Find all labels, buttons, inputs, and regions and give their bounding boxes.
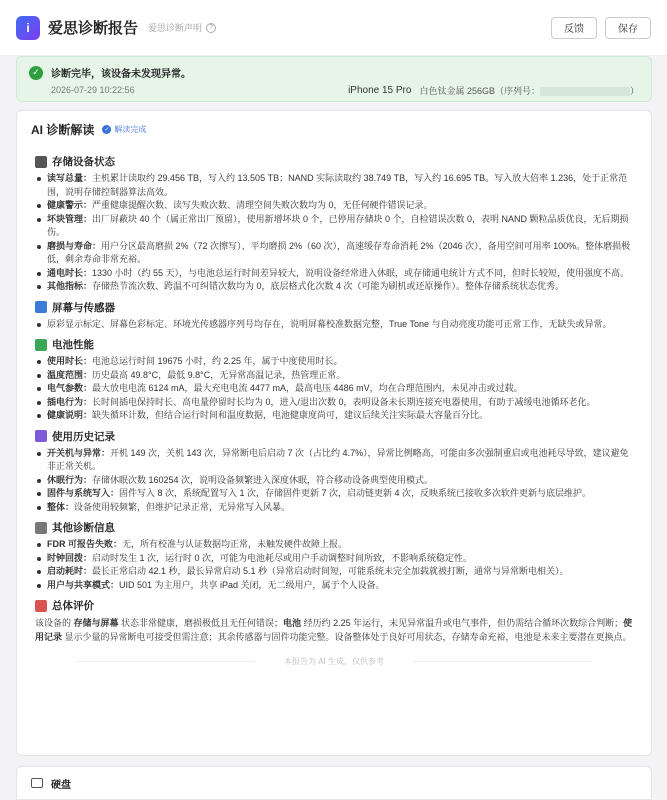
section-heading (35, 337, 633, 352)
item-key: 通电时长： (47, 267, 93, 278)
hard-disk-icon (31, 778, 43, 788)
item-key: 健康警示： (47, 200, 93, 210)
list-item (35, 474, 633, 488)
item-key: FDR 可报告失败： (47, 539, 122, 549)
item-value: 存储热节流次数、跨温不可纠错次数均为 0，底层格式化次数 4 次（可能为刷机或还原操作）。整体存储系统状态优秀。 (92, 281, 565, 291)
list-item (35, 396, 633, 410)
item-value: 最长正常启动 42.1 秒，最长异常启动 5.1 秒（异常启动时间短，可能系统未完全加载就被打断，通常与异常断电相关）。 (92, 566, 569, 576)
summary-part: 存储与屏幕 (73, 618, 119, 628)
item-key: 用户与共享模式： (47, 579, 120, 590)
list-item (35, 501, 633, 515)
item-key: 插电行为： (47, 396, 93, 407)
list-item (35, 213, 633, 240)
list-item (35, 267, 633, 281)
section-heading (35, 520, 633, 535)
ai-card-title: AI 诊断解读 (31, 123, 95, 137)
list-item (35, 240, 633, 267)
item-key: 温度范围： (47, 369, 93, 380)
list-item (35, 579, 633, 593)
item-key: 固件与系统写入： (47, 488, 120, 498)
section-title: 使用历史记录 (52, 430, 115, 443)
summary-text (35, 616, 633, 644)
section-list (35, 447, 633, 515)
summary-title: 总体评价 (52, 600, 94, 612)
item-value: 电池总运行时间 19675 小时，约 2.25 年，属于中度使用时长。 (92, 356, 343, 366)
list-item (35, 538, 633, 552)
section-list (35, 355, 633, 423)
app-title: 爱思诊断报告 (48, 20, 139, 37)
summary-part: 该设备的 (35, 618, 74, 628)
disclaimer-link[interactable] (148, 21, 216, 34)
item-value: 设备使用较频繁，但维护记录正常，无异常写入风暴。 (74, 501, 291, 512)
summary-heading (35, 598, 633, 613)
list-item (35, 565, 633, 579)
list-item (35, 409, 633, 423)
item-value: 固件写入 8 次，系统配置写入 1 次，存储固件更新 7 次，启动链更新 4 次，反映系统已接收多次软件更新与底层维护。 (119, 488, 592, 498)
disk-card[interactable] (16, 766, 652, 800)
check-badge-icon: ✓ (104, 127, 110, 133)
battery-icon (35, 339, 47, 351)
list-item (35, 382, 633, 396)
item-value: 开机 149 次，关机 143 次，异常断电后启动 7 次（占比约 4.7%），异常比例略高，可能由多次强制重启或电池耗尽导致，建议避免非正常关机。 (47, 447, 629, 471)
summary-part: 电池 (283, 618, 302, 628)
item-value: 主机累计读取约 29.456 TB，写入约 13.505 TB；NAND 实际读取约 38.749 TB，写入约 16.695 TB。写入放大倍率 1.236，处于正常范围，说明存储控制器算法高效。 (47, 173, 628, 197)
serial-number-redacted (540, 87, 630, 96)
storage-icon (35, 156, 47, 168)
item-value: 历史最高 49.8°C，最低 9.8°C，无异常高温记录，热管理正常。 (92, 369, 346, 380)
summary-icon (35, 600, 47, 612)
title-bar (0, 0, 667, 56)
status-banner (16, 56, 652, 102)
disk-card-title: 硬盘 (51, 779, 71, 791)
list-item (35, 280, 633, 294)
screen-icon (35, 301, 47, 313)
section-list (35, 172, 633, 294)
device-model: iPhone 15 Pro (348, 85, 412, 96)
feedback-button[interactable]: 反馈 (551, 17, 597, 39)
item-key: 整体： (47, 501, 75, 512)
item-value: UID 501 为主用户，共享 iPad 关闭，无二级用户，属于个人设备。 (119, 579, 385, 590)
item-key: 读写总量： (47, 173, 93, 183)
item-value: 无，所有校准与认证数据均正常，未触发硬件故障上报。 (122, 539, 348, 549)
device-desc (419, 84, 639, 97)
summary-part: 使用记录 (35, 618, 633, 642)
ai-disclaimer-note: 本报告为 AI 生成，仅供参考 (35, 656, 633, 667)
item-value: 严重健康提醒次数、读写失败次数、清理空间失败次数均为 0，无任何硬件错误记录。 (92, 200, 433, 210)
item-key: 时钟回拨： (47, 552, 93, 563)
item-value: 长时间插电保持时长、高电量停留时长均为 0，进入/退出次数 0，表明设备未长期连接充电器使用，有助于减缓电池循环老化。 (92, 396, 596, 407)
item-key: 其他指标： (47, 281, 93, 291)
item-key: 坏块管理： (47, 213, 93, 224)
check-circle-icon: ✓ (29, 66, 43, 80)
item-value: 最大放电电流 6124 mA，最大充电电流 4477 mA，最高电压 4486 mV，均在合理范围内，未见冲击或过载。 (92, 383, 523, 393)
disclaimer-label: 爱思诊断声明 (148, 23, 203, 33)
list-item (35, 355, 633, 369)
app-logo-icon: i (16, 16, 40, 40)
chart-icon (35, 430, 47, 442)
item-value: 存储休眠次数 160254 次，说明设备频繁进入深度休眠，符合移动设备典型使用模式。 (92, 474, 434, 485)
serial-suffix: ） (629, 86, 639, 96)
item-key: 健康说明： (47, 410, 93, 420)
device-info (348, 84, 639, 97)
list-item (35, 199, 633, 213)
item-value: 出厂屏蔽块 40 个（属正常出厂预留），使用新增坏块 0 个，已停用存储块 0 个，自检错误次数 0，表明 NAND 颗粒品质优良，无后期损伤。 (47, 213, 629, 237)
summary-part: 显示少量的异常断电可接受但需注意；其余传感器与固件功能完整。设备整体处于良好可用状态，存储寿命充裕，电池是未来主要潜在更换点。 (62, 632, 632, 642)
ai-diagnosis-card (16, 110, 652, 756)
badge-label: 解读完成 (114, 125, 147, 134)
section-title: 屏幕与传感器 (52, 301, 115, 314)
help-icon: ? (206, 23, 216, 33)
item-value: 启动时发生 1 次，运行时 0 次，可能为电池耗尽或用户手动调整时间所致，不影响系统稳定性。 (92, 552, 473, 563)
status-message: 诊断完毕，该设备未发现异常。 (51, 69, 191, 80)
section-list (35, 318, 633, 332)
item-key: 使用时长： (47, 356, 93, 366)
item-key: 电气参数： (47, 383, 93, 393)
list-item (35, 172, 633, 199)
item-key: 启动耗时： (47, 566, 93, 576)
item-key: 开关机与异常： (47, 447, 111, 458)
section-heading (35, 154, 633, 169)
section-list (35, 538, 633, 592)
list-item (35, 447, 633, 474)
gear-icon (35, 522, 47, 534)
section-title: 存储设备状态 (52, 156, 115, 168)
item-key: 磨损与寿命： (47, 240, 102, 251)
list-item (35, 318, 633, 332)
item-value: 1330 小时（约 55 天），与电池总运行时间差异较大，说明设备经常进入休眠，或存储通电统计方式不同，但时长较短，使用强度不高。 (92, 267, 630, 278)
section-heading (35, 300, 633, 315)
list-item (35, 552, 633, 566)
item-key: 休眠行为： (47, 474, 93, 485)
summary-part: 经历约 2.25 年运行，未见异常温升或电气事件，但仍需结合循环次数综合判断； (301, 618, 624, 628)
item-value: 缺失循环计数，但结合运行时间和温度数据，电池健康度尚可，建议后续关注实际最大容量百分比。 (92, 410, 489, 420)
section-heading (35, 429, 633, 444)
device-desc-text: 白色钛金属 256GB（序列号： (419, 86, 540, 96)
status-badge (102, 124, 146, 135)
summary-part: 状态非常健康，磨损极低且无任何错误； (118, 618, 284, 628)
save-button[interactable]: 保存 (605, 17, 651, 39)
section-title: 电池性能 (52, 339, 94, 351)
list-item (35, 487, 633, 501)
ai-content (17, 144, 651, 667)
section-title: 其他诊断信息 (52, 522, 115, 534)
status-timestamp: 2026-07-29 10:22:56 (51, 85, 135, 95)
item-value: 原彩显示标定、屏幕色彩标定、环境光传感器序列号均存在，说明屏幕校准数据完整，True Tone 与自动亮度功能可正常工作，无缺失或异常。 (47, 318, 612, 329)
list-item (35, 369, 633, 383)
item-value: 用户分区最高磨损 2%（72 次擦写）、平均磨损 2%（60 次），高速缓存寿命消耗 2%（2046 次），备用空间可用率 100%。整体磨损极低，剩余寿命非常充裕。 (47, 240, 631, 264)
